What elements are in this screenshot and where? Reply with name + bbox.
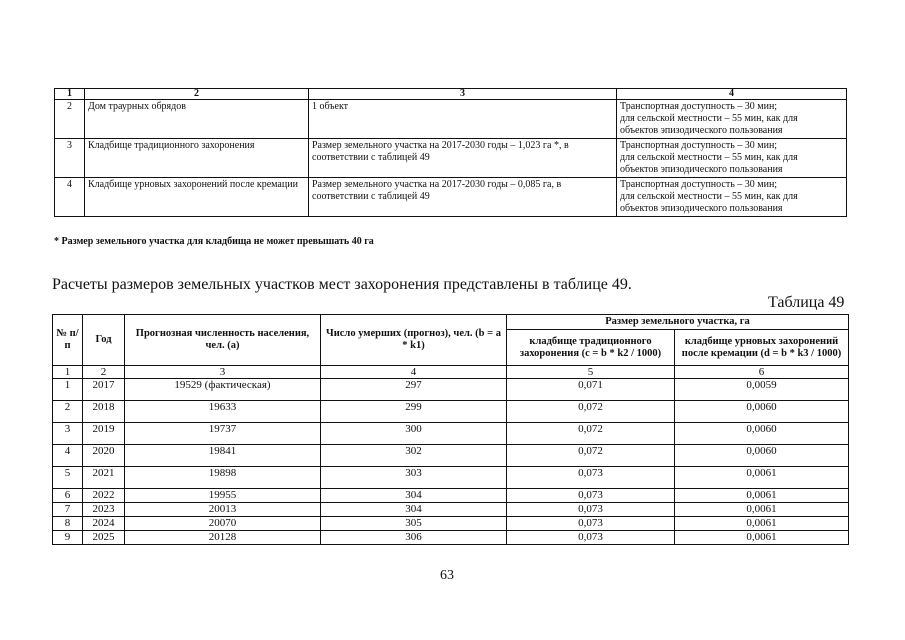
cell-urn: 0,0060 bbox=[675, 401, 849, 423]
facility-access bbox=[617, 178, 847, 217]
facility-name: Дом траурных обрядов bbox=[85, 100, 309, 139]
facility-name: Кладбище традиционного захоронения bbox=[85, 139, 309, 178]
index-cell: 4 bbox=[321, 366, 507, 379]
table-caption: Таблица 49 bbox=[768, 294, 845, 311]
index-cell: 6 bbox=[675, 366, 849, 379]
table-row bbox=[53, 531, 849, 545]
index-cell: 5 bbox=[507, 366, 675, 379]
index-cell: 2 bbox=[83, 366, 125, 379]
table-row bbox=[55, 178, 847, 217]
cell-population: 20070 bbox=[125, 517, 321, 531]
cell-deaths: 302 bbox=[321, 445, 507, 467]
cell-deaths: 303 bbox=[321, 467, 507, 489]
facility-name: Кладбище урновых захоронений после кремации bbox=[85, 178, 309, 217]
header-cell: 2 bbox=[85, 89, 309, 100]
cell-population: 19529 (фактическая) bbox=[125, 379, 321, 401]
cell-num: 8 bbox=[53, 517, 83, 531]
cell-urn: 0,0060 bbox=[675, 445, 849, 467]
cell-num: 6 bbox=[53, 489, 83, 503]
cell-traditional: 0,071 bbox=[507, 379, 675, 401]
access-line: для сельской местности – 55 мин, как для bbox=[620, 152, 798, 163]
cell-year: 2019 bbox=[83, 423, 125, 445]
cell-num: 2 bbox=[53, 401, 83, 423]
table-row bbox=[53, 467, 849, 489]
header-cell: 4 bbox=[617, 89, 847, 100]
cell-year: 2017 bbox=[83, 379, 125, 401]
access-line: для сельской местности – 55 мин, как для bbox=[620, 113, 798, 124]
cell-traditional: 0,072 bbox=[507, 445, 675, 467]
facilities-table-header bbox=[55, 89, 847, 100]
table-header-row bbox=[53, 315, 849, 330]
header-year: Год bbox=[83, 315, 125, 366]
cell-year: 2018 bbox=[83, 401, 125, 423]
cell-deaths: 299 bbox=[321, 401, 507, 423]
cell-year: 2025 bbox=[83, 531, 125, 545]
header-cell: 3 bbox=[309, 89, 617, 100]
cell-urn: 0,0061 bbox=[675, 489, 849, 503]
access-line: объектов эпизодического пользования bbox=[620, 203, 783, 214]
cell-num: 7 bbox=[53, 503, 83, 517]
cell-population: 19737 bbox=[125, 423, 321, 445]
header-cell: 1 bbox=[55, 89, 85, 100]
table-row bbox=[53, 517, 849, 531]
cell-urn: 0,0059 bbox=[675, 379, 849, 401]
table-row bbox=[53, 379, 849, 401]
cell-num: 9 bbox=[53, 531, 83, 545]
row-number: 3 bbox=[55, 139, 85, 178]
table-row bbox=[55, 100, 847, 139]
access-line: объектов эпизодического пользования bbox=[620, 125, 783, 136]
table-row bbox=[53, 423, 849, 445]
cell-num: 4 bbox=[53, 445, 83, 467]
cell-year: 2021 bbox=[83, 467, 125, 489]
header-area: Размер земельного участка, га bbox=[507, 315, 849, 330]
cell-population: 20013 bbox=[125, 503, 321, 517]
cell-traditional: 0,073 bbox=[507, 517, 675, 531]
row-number: 4 bbox=[55, 178, 85, 217]
cell-population: 19633 bbox=[125, 401, 321, 423]
cell-year: 2020 bbox=[83, 445, 125, 467]
facility-size: Размер земельного участка на 2017-2030 годы – 0,085 га, в соответствии с таблицей 49 bbox=[309, 178, 617, 217]
cell-urn: 0,0060 bbox=[675, 423, 849, 445]
cell-deaths: 297 bbox=[321, 379, 507, 401]
page-number: 63 bbox=[440, 568, 454, 583]
index-row bbox=[53, 366, 849, 379]
facility-access bbox=[617, 100, 847, 139]
index-cell: 3 bbox=[125, 366, 321, 379]
access-line: Транспортная доступность – 30 мин; bbox=[620, 101, 778, 112]
header-num: № п/п bbox=[53, 315, 83, 366]
cell-population: 19841 bbox=[125, 445, 321, 467]
cell-traditional: 0,072 bbox=[507, 423, 675, 445]
body-paragraph: Расчеты размеров земельных участков мест захоронения представлены в таблице 49. bbox=[52, 276, 632, 293]
cell-deaths: 304 bbox=[321, 489, 507, 503]
cell-urn: 0,0061 bbox=[675, 531, 849, 545]
table-row bbox=[53, 503, 849, 517]
cell-deaths: 300 bbox=[321, 423, 507, 445]
cell-traditional: 0,073 bbox=[507, 489, 675, 503]
table-row bbox=[55, 139, 847, 178]
cell-num: 3 bbox=[53, 423, 83, 445]
header-urn: кладбище урновых захоронений после кремации (d = b * k3 / 1000) bbox=[675, 330, 849, 366]
table-row bbox=[53, 445, 849, 467]
cell-urn: 0,0061 bbox=[675, 467, 849, 489]
cell-year: 2023 bbox=[83, 503, 125, 517]
table-row bbox=[53, 489, 849, 503]
table-row bbox=[53, 401, 849, 423]
cell-population: 19955 bbox=[125, 489, 321, 503]
cell-traditional: 0,072 bbox=[507, 401, 675, 423]
table-49 bbox=[52, 314, 849, 545]
index-cell: 1 bbox=[53, 366, 83, 379]
access-line: для сельской местности – 55 мин, как для bbox=[620, 191, 798, 202]
cell-traditional: 0,073 bbox=[507, 503, 675, 517]
cell-deaths: 305 bbox=[321, 517, 507, 531]
cell-urn: 0,0061 bbox=[675, 503, 849, 517]
cell-deaths: 306 bbox=[321, 531, 507, 545]
cell-year: 2024 bbox=[83, 517, 125, 531]
access-line: Транспортная доступность – 30 мин; bbox=[620, 140, 778, 151]
cell-deaths: 304 bbox=[321, 503, 507, 517]
header-deaths: Число умерших (прогноз), чел. (b = a * k1) bbox=[321, 315, 507, 366]
cell-num: 5 bbox=[53, 467, 83, 489]
header-population: Прогнозная численность населения, чел. (а) bbox=[125, 315, 321, 366]
cell-traditional: 0,073 bbox=[507, 467, 675, 489]
cell-population: 19898 bbox=[125, 467, 321, 489]
cell-year: 2022 bbox=[83, 489, 125, 503]
cell-traditional: 0,073 bbox=[507, 531, 675, 545]
facility-size: 1 объект bbox=[309, 100, 617, 139]
cell-urn: 0,0061 bbox=[675, 517, 849, 531]
access-line: объектов эпизодического пользования bbox=[620, 164, 783, 175]
cell-num: 1 bbox=[53, 379, 83, 401]
footnote: * Размер земельного участка для кладбища не может превышать 40 га bbox=[54, 236, 374, 247]
header-traditional: кладбище традиционного захоронения (с = b * k2 / 1000) bbox=[507, 330, 675, 366]
facility-access bbox=[617, 139, 847, 178]
cell-population: 20128 bbox=[125, 531, 321, 545]
row-number: 2 bbox=[55, 100, 85, 139]
facilities-table bbox=[54, 88, 847, 217]
facility-size: Размер земельного участка на 2017-2030 годы – 1,023 га *, в соответствии с таблицей 49 bbox=[309, 139, 617, 178]
access-line: Транспортная доступность – 30 мин; bbox=[620, 179, 778, 190]
